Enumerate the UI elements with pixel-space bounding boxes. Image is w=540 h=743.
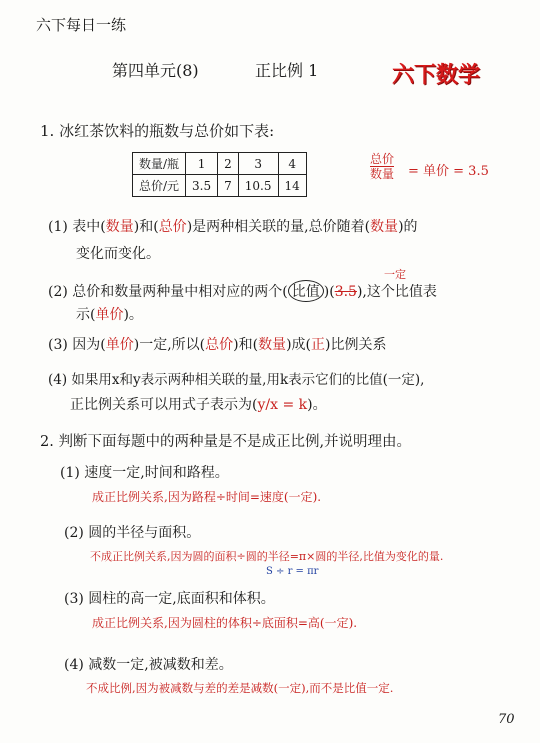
topic-label: 正比例 1 — [255, 61, 319, 80]
table-cell: 3 — [238, 153, 278, 175]
answer: 数量 — [258, 337, 287, 353]
q1-part4-line2 — [70, 394, 327, 414]
answer: 单价 — [95, 307, 124, 323]
text: 示( — [76, 307, 96, 323]
answer: 数量 — [370, 219, 399, 235]
unit-label: 第四单元(8) — [112, 61, 199, 80]
table-row — [133, 153, 307, 175]
text: )成( — [286, 337, 311, 353]
text: )比例关系 — [325, 337, 387, 353]
text: 正比例关系可以用式子表示为( — [70, 397, 258, 413]
q2-item4-answer: 不成比例,因为被减数与差的差是减数(一定),而不是比值一定. — [86, 681, 394, 695]
q2-item2-question: (2) 圆的半径与面积。 — [64, 525, 201, 541]
page-number: 70 — [498, 712, 515, 727]
text: )。 — [307, 397, 327, 413]
q1-part4-line1: (4) 如果用x和y表示两种相关联的量,用k表示它们的比值(一定), — [48, 372, 425, 388]
text: )的 — [398, 219, 418, 235]
answer: 3.5 — [334, 284, 357, 300]
answer-note-fixed: 一定 — [384, 268, 406, 281]
table-cell: 14 — [278, 175, 306, 197]
table-row — [133, 175, 307, 197]
text: )( — [323, 284, 335, 300]
text: )和( — [133, 219, 159, 235]
q2-stem: 2. 判断下面每题中的两种量是不是成正比例,并说明理由。 — [40, 434, 412, 450]
answer: y/x = k — [257, 397, 308, 413]
text: )一定,所以( — [133, 337, 206, 353]
q1-part2-line2 — [76, 304, 143, 324]
answer: 总价 — [205, 337, 234, 353]
row-label: 数量/瓶 — [133, 153, 186, 175]
ratio-note-rest: = 单价 = 3.5 — [408, 164, 489, 179]
q1-part3 — [48, 334, 386, 354]
text: )。 — [123, 307, 143, 323]
q2-item3-question: (3) 圆柱的高一定,底面积和体积。 — [64, 591, 275, 607]
answer: 单价 — [105, 337, 134, 353]
answer: 总价 — [158, 219, 187, 235]
answer-circled: 比值 — [288, 280, 324, 302]
q2-item4-question: (4) 减数一定,被减数和差。 — [64, 657, 233, 673]
ratio-note — [370, 152, 394, 181]
daily-practice-label: 六下每日一练 — [36, 16, 127, 34]
text: (3) 因为( — [48, 337, 106, 353]
answer: 数量 — [105, 219, 134, 235]
row-label: 总价/元 — [133, 175, 186, 197]
text: )和( — [233, 337, 259, 353]
text: (1) 表中( — [48, 219, 106, 235]
table-cell: 4 — [278, 153, 306, 175]
q1-part1-line1 — [48, 216, 418, 236]
table-cell: 7 — [218, 175, 239, 197]
price-table — [132, 152, 307, 197]
table-cell: 2 — [218, 153, 239, 175]
table-cell: 3.5 — [186, 175, 218, 197]
table-cell: 1 — [186, 153, 218, 175]
q1-part2-line1 — [48, 280, 437, 302]
q2-item1-question: (1) 速度一定,时间和路程。 — [60, 465, 229, 481]
brand-title: 六下数学 — [392, 63, 481, 88]
text: (2) 总价和数量两种量中相对应的两个( — [48, 284, 288, 300]
q2-item2-answer: 不成正比例关系,因为圆的面积÷圆的半径=π×圆的半径,比值为变化的量. — [90, 550, 444, 563]
answer: 正 — [311, 337, 325, 353]
q2-item2-note: S ÷ r = πr — [266, 566, 319, 577]
q2-item1-answer: 成正比例关系,因为路程÷时间=速度(一定). — [92, 490, 322, 504]
note-denominator: 数量 — [370, 167, 395, 181]
q1-stem: 1. 冰红茶饮料的瓶数与总价如下表: — [40, 122, 275, 140]
text: ),这个比值表 — [356, 284, 437, 300]
q1-part1-line2: 变化而变化。 — [76, 246, 160, 262]
table-cell: 10.5 — [238, 175, 278, 197]
q2-item3-answer: 成正比例关系,因为圆柱的体积÷底面积=高(一定). — [92, 616, 358, 630]
note-numerator: 总价 — [370, 152, 395, 166]
text: )是两种相关联的量,总价随着( — [186, 219, 371, 235]
